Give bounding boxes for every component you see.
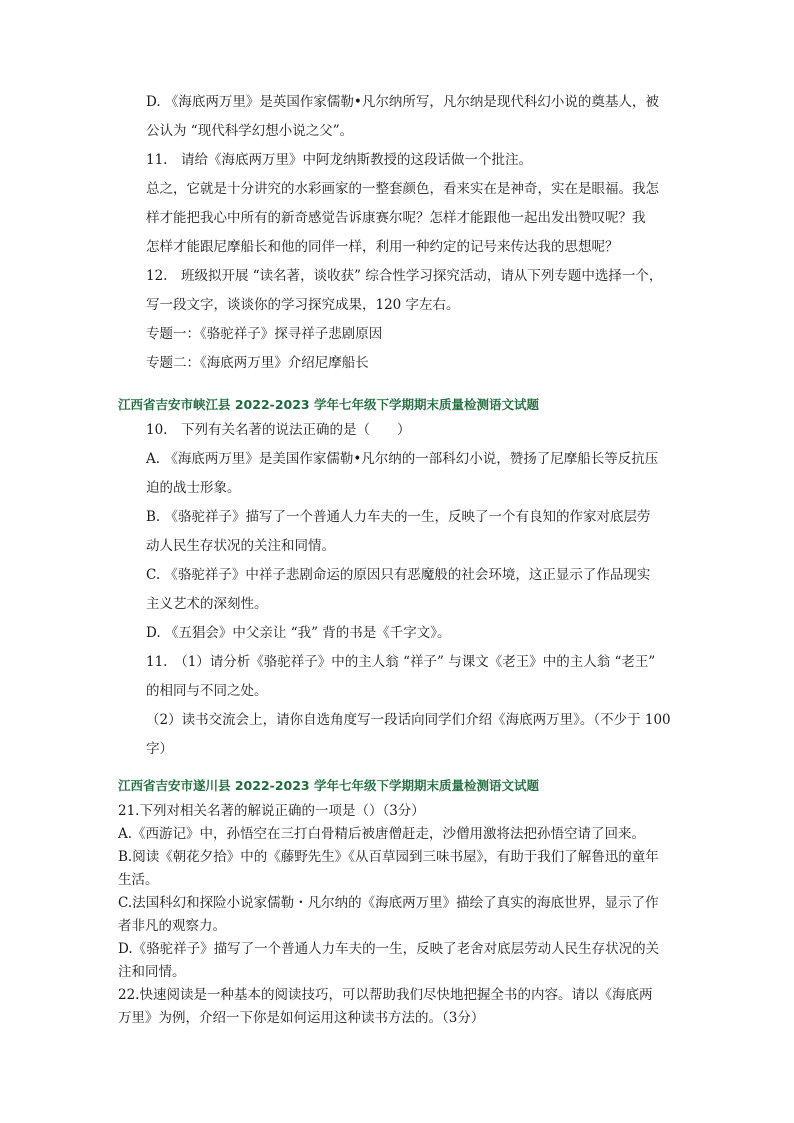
text-line: A.《西游记》中，孙悟空在三打白骨精后被唐僧赶走，沙僧用激将法把孙悟空请了回来。 bbox=[118, 826, 646, 842]
text-line: A. 《海底两万里》是美国作家儒勒•凡尔纳的一部科幻小说，赞扬了尼摩船长等反抗压 bbox=[146, 451, 659, 467]
text-line: 专题一：《骆驼祥子》探寻祥子悲剧原因 bbox=[146, 326, 383, 342]
text-line: B. 《骆驼祥子》描写了一个普通人力车夫的一生，反映了一个有良知的作家对底层劳 bbox=[146, 509, 651, 525]
text-line: 11. 请给《海底两万里》中阿龙纳斯教授的这段话做一个批注。 bbox=[146, 152, 532, 168]
text-line: 万里》为例，介绍一下你是如何运用这种读书方法的。（3分） bbox=[118, 1010, 485, 1026]
text-line: 公认为 “现代科学幻想小说之父”。 bbox=[146, 123, 354, 139]
text-line: D.《骆驼祥子》描写了一个普通人力车夫的一生，反映了老舍对底层劳动人民生存状况的关 bbox=[118, 941, 660, 957]
section-3-heading-wrap bbox=[118, 776, 648, 796]
text-line: B.阅读《朝花夕拾》中的《藤野先生》《从百草园到三味书屋》，有助于我们了解鲁迅的童年 bbox=[118, 849, 659, 865]
text-line: C. 《骆驼祥子》中祥子悲剧命运的原因只有恶魔般的社会环境，这正显示了作品现实 bbox=[146, 567, 651, 583]
text-line: （2）读书交流会上，请你自选角度写一段话向同学们介绍《海底两万里》。（不少于 100 bbox=[146, 712, 671, 728]
text-line: 动人民生存状况的关注和同情。 bbox=[146, 538, 335, 554]
section-heading: 江西省吉安市峡江县 2022-2023 学年七年级下学期期末质量检测语文试题 bbox=[118, 397, 539, 412]
text-line: 21.下列对相关名著的解说正确的一项是（）（3分） bbox=[118, 803, 425, 819]
text-line: 字） bbox=[146, 741, 173, 757]
section-3-questions bbox=[118, 800, 688, 1030]
text-line: 22.快速阅读是一种基本的阅读技巧，可以帮助我们尽快地把握全书的内容。请以《海底两 bbox=[118, 987, 653, 1003]
text-line: 11. （1）请分析《骆驼祥子》中的主人翁 “祥子” 与课文《老王》中的主人翁 “老王” bbox=[146, 654, 656, 670]
text-line: 注和同情。 bbox=[118, 964, 186, 980]
section-2-heading-wrap bbox=[118, 395, 648, 415]
text-line: 写一段文字，谈谈你的学习探究成果，120 字左右。 bbox=[146, 297, 460, 313]
text-line: 样才能把我心中所有的新奇感觉告诉康赛尔呢？怎样才能跟他一起出发出赞叹呢？我 bbox=[146, 210, 646, 226]
text-line: D. 《海底两万里》是英国作家儒勒•凡尔纳所写，凡尔纳是现代科幻小说的奠基人，被 bbox=[146, 94, 659, 110]
text-line: 专题二：《海底两万里》介绍尼摩船长 bbox=[146, 355, 369, 371]
text-line: C.法国科幻和探险小说家儒勒・凡尔纳的《海底两万里》描绘了真实的海底世界，显示了作 bbox=[118, 895, 659, 911]
text-line: 10. 下列有关名著的说法正确的是（ ） bbox=[146, 422, 411, 438]
text-line: 者非凡的观察力。 bbox=[118, 918, 226, 934]
text-line: 的相同与不同之处。 bbox=[146, 683, 268, 699]
text-line: 怎样才能跟尼摩船长和他的同伴一样，利用一种约定的记号来传达我的思想呢？ bbox=[146, 239, 619, 255]
text-line: 总之，它就是十分讲究的水彩画家的一整套颜色，看来实在是神奇，实在是眼福。我怎 bbox=[146, 181, 659, 197]
text-line: D. 《五猖会》中父亲让 “我” 背的书是《千字文》。 bbox=[146, 625, 451, 641]
text-line: 12. 班级拟开展 “读名著，谈收获” 综合性学习探究活动，请从下列专题中选择一个， bbox=[146, 268, 663, 284]
section-2-questions bbox=[146, 416, 676, 764]
section-heading: 江西省吉安市遂川县 2022-2023 学年七年级下学期期末质量检测语文试题 bbox=[118, 778, 539, 793]
section-1-questions bbox=[146, 88, 676, 378]
text-line: 迫的战士形象。 bbox=[146, 480, 241, 496]
text-line: 生活。 bbox=[118, 872, 159, 888]
text-line: 主义艺术的深刻性。 bbox=[146, 596, 268, 612]
